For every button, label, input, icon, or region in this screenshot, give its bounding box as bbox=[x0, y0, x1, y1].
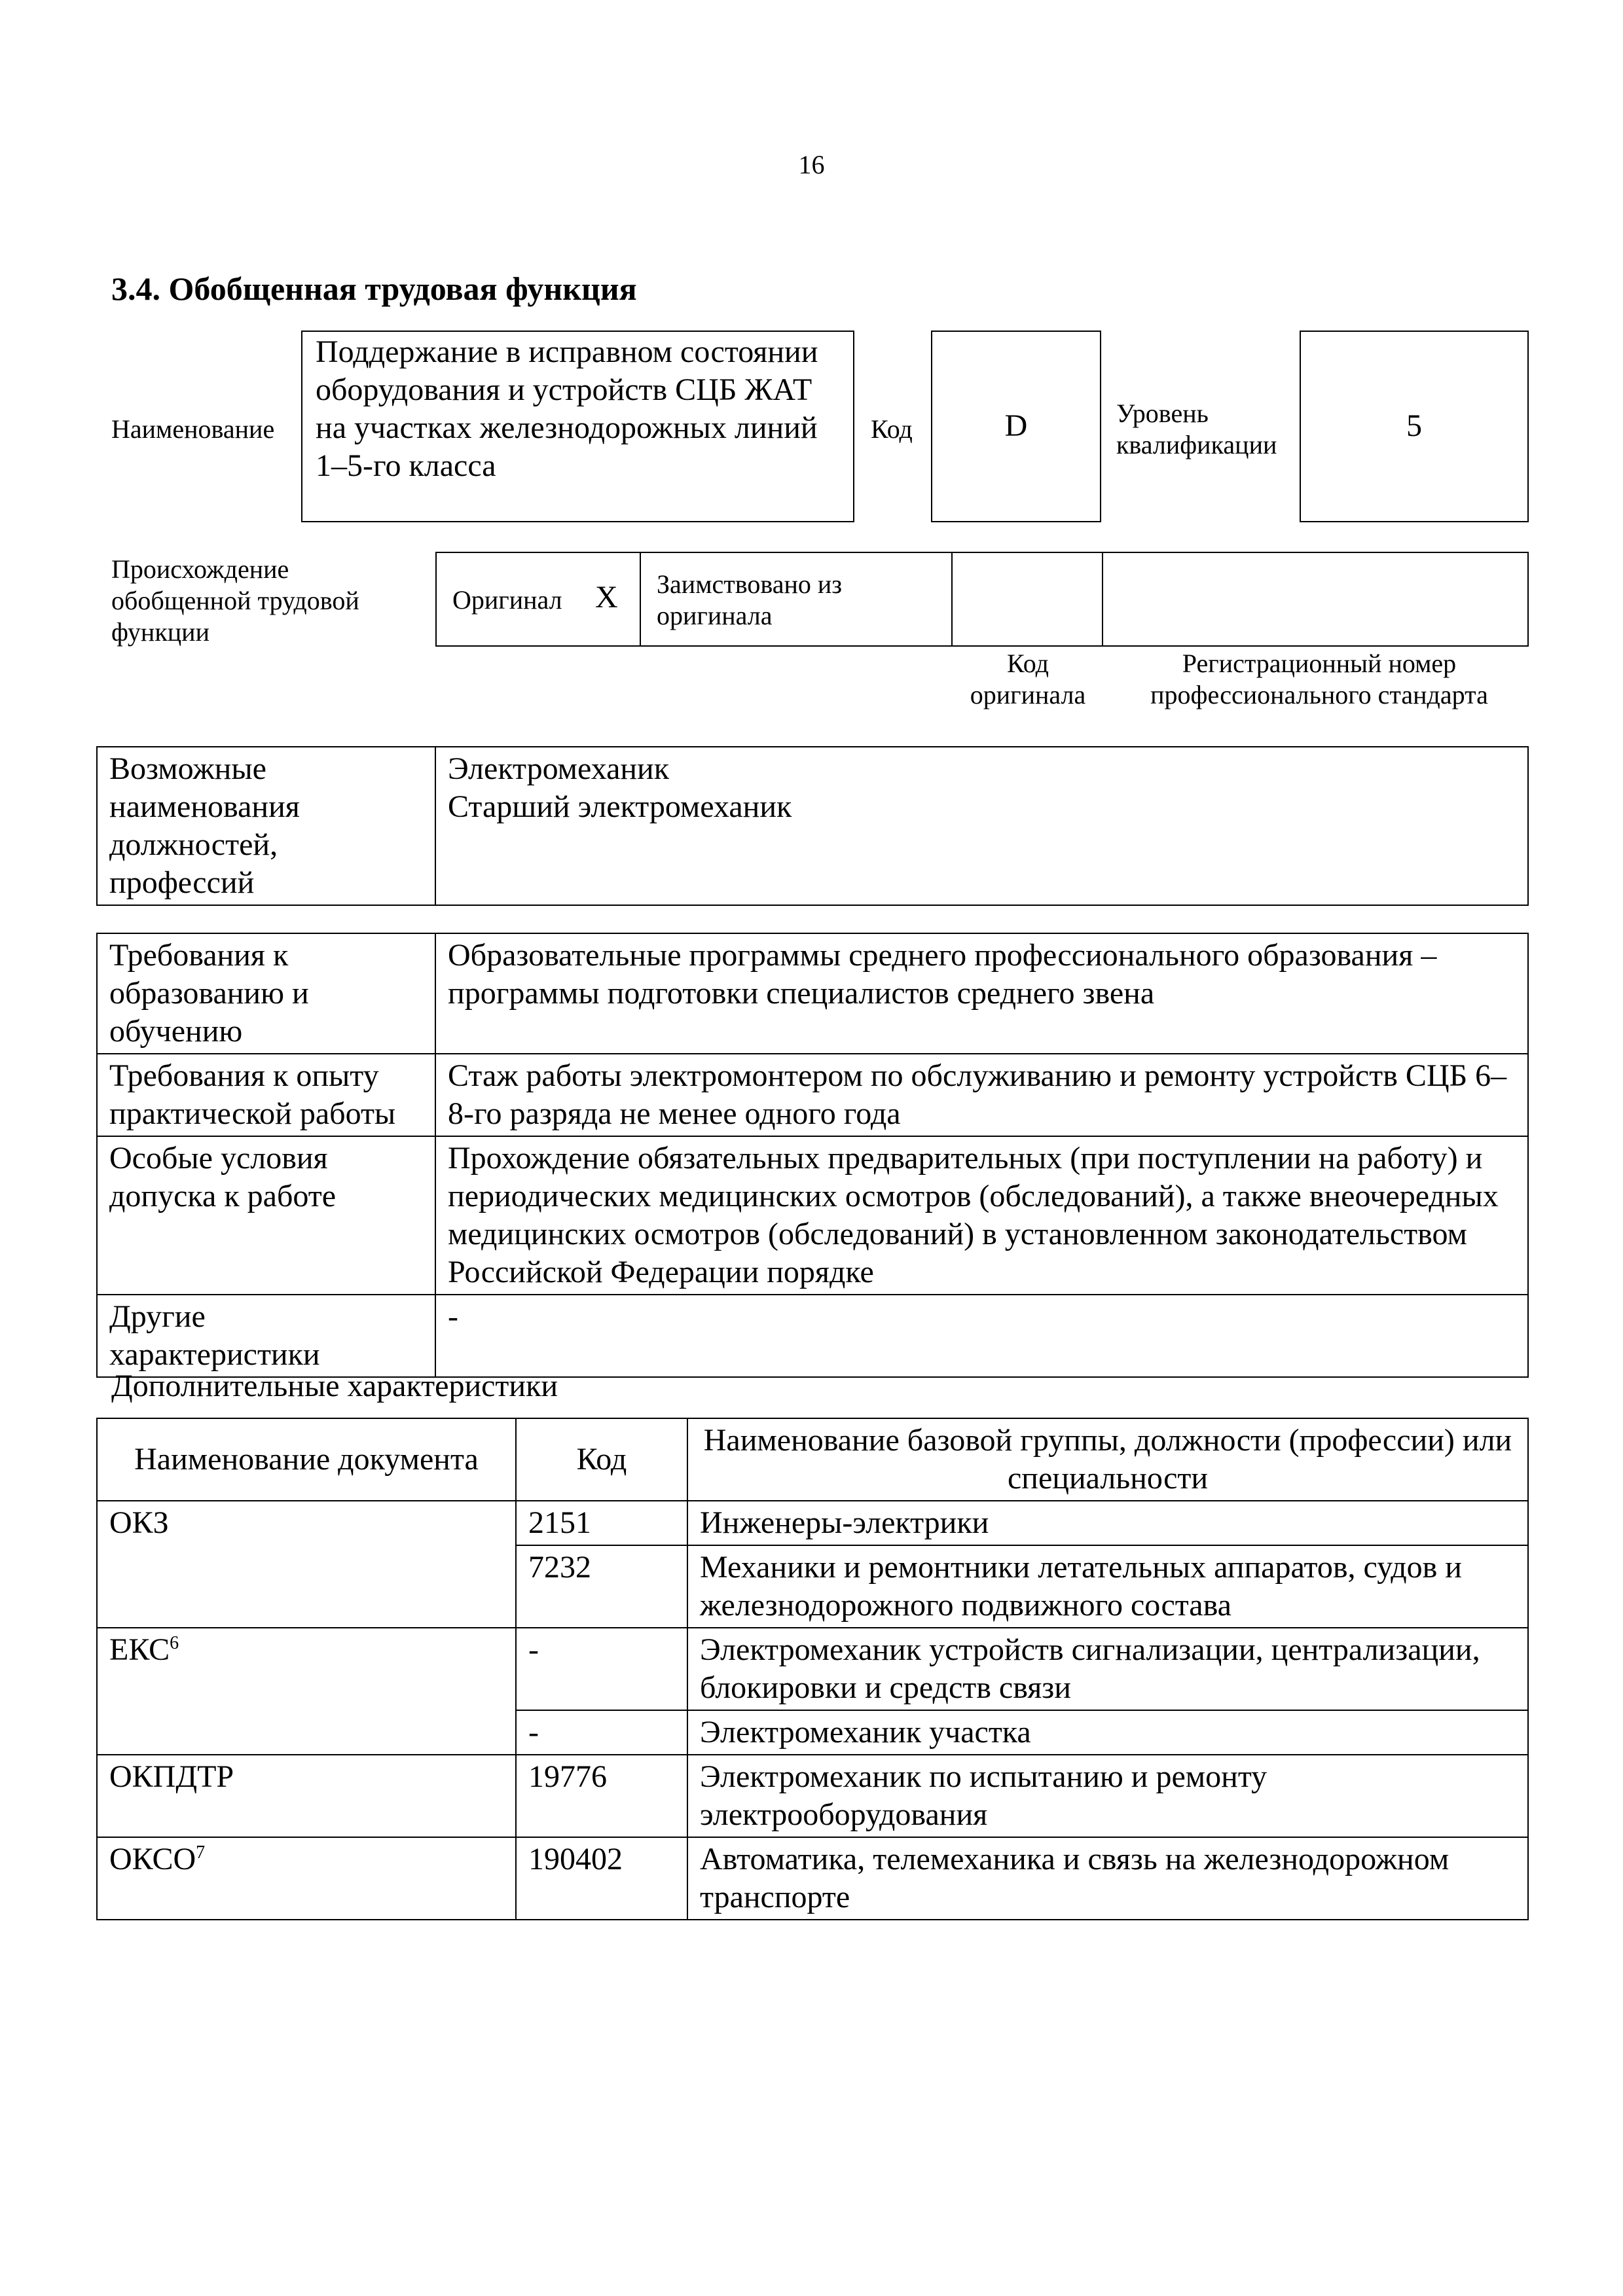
code-cell: 190402 bbox=[516, 1837, 687, 1920]
name-value: Поддержание в исправном состоянии оборудования и устройств СЦБ ЖАТ на участках железнодорожных линий 1–5-го класса bbox=[316, 334, 818, 483]
code-cell: - bbox=[516, 1710, 687, 1755]
code-cell: 7232 bbox=[516, 1545, 687, 1628]
requirement-value: Образовательные программы среднего профессионального образования – программы подготовки специалистов среднего звена bbox=[435, 933, 1528, 1054]
additional-table bbox=[96, 1418, 1529, 1920]
origin-divider-2 bbox=[951, 553, 953, 645]
doc-cell bbox=[97, 1628, 516, 1755]
code-cell: - bbox=[516, 1628, 687, 1710]
positions-table bbox=[96, 746, 1529, 906]
requirement-value: Прохождение обязательных предварительных (при поступлении на работу) и периодических медицинских осмотров (обследований), а также внеочередных медицинских осмотров (обследований) в установленном законодательством Российской Федерации порядке bbox=[435, 1136, 1528, 1295]
header-name: Наименование базовой группы, должности (профессии) или специальности bbox=[687, 1418, 1528, 1501]
origin-label: Происхождение обобщенной трудовой функции bbox=[111, 554, 359, 647]
requirements-table bbox=[96, 933, 1529, 1378]
additional-title: Дополнительные характеристики bbox=[111, 1369, 558, 1403]
header-code: Код bbox=[516, 1418, 687, 1501]
footnote-marker: 7 bbox=[196, 1842, 206, 1863]
name-cell: Механики и ремонтники летательных аппаратов, судов и железнодорожного подвижного состава bbox=[687, 1545, 1528, 1628]
doc-cell: ОКЗ bbox=[97, 1501, 516, 1628]
code-cell: 2151 bbox=[516, 1501, 687, 1545]
qualification-label: Уровень квалификации bbox=[1116, 399, 1277, 459]
name-label: Наименование bbox=[111, 414, 275, 444]
name-cell: Электромеханик устройств сигнализации, централизации, блокировки и средств связи bbox=[687, 1628, 1528, 1710]
name-cell: Инженеры-электрики bbox=[687, 1501, 1528, 1545]
qualification-box bbox=[1300, 331, 1529, 522]
requirement-label: Требования к образованию и обучению bbox=[97, 933, 435, 1054]
page-number: 16 bbox=[798, 150, 825, 179]
position-item: Электромеханик bbox=[448, 751, 670, 786]
original-label: Оригинал bbox=[452, 585, 562, 615]
doc-name: ОКСО bbox=[109, 1842, 196, 1876]
doc-cell bbox=[97, 1837, 516, 1920]
position-item: Старший электромеханик bbox=[448, 789, 792, 824]
borrowed-label: Заимствовано из оригинала bbox=[657, 569, 843, 630]
doc-cell: ОКПДТР bbox=[97, 1755, 516, 1837]
code-box bbox=[931, 331, 1101, 522]
reg-number-caption: Регистрационный номер профессионального стандарта bbox=[1150, 649, 1488, 709]
footnote-marker: 6 bbox=[170, 1633, 179, 1653]
requirement-value: Стаж работы электромонтером по обслуживанию и ремонту устройств СЦБ 6–8-го разряда не менее одного года bbox=[435, 1054, 1528, 1136]
origin-box bbox=[435, 552, 1529, 647]
name-box bbox=[301, 331, 854, 522]
qualification-value: 5 bbox=[1406, 408, 1422, 443]
header-document: Наименование документа bbox=[97, 1418, 516, 1501]
name-cell: Электромеханик по испытанию и ремонту электрооборудования bbox=[687, 1755, 1528, 1837]
code-cell: 19776 bbox=[516, 1755, 687, 1837]
code-value: D bbox=[1004, 408, 1028, 443]
positions-values bbox=[435, 747, 1528, 905]
code-original-caption: Код оригинала bbox=[970, 649, 1086, 709]
requirement-label: Особые условия допуска к работе bbox=[97, 1136, 435, 1295]
name-cell: Автоматика, телемеханика и связь на железнодорожном транспорте bbox=[687, 1837, 1528, 1920]
positions-label: Возможные наименования должностей, профессий bbox=[97, 747, 435, 905]
origin-divider-3 bbox=[1102, 553, 1103, 645]
section-title: 3.4. Обобщенная трудовая функция bbox=[111, 270, 637, 307]
code-label: Код bbox=[871, 414, 913, 444]
name-cell: Электромеханик участка bbox=[687, 1710, 1528, 1755]
doc-name: ЕКС bbox=[109, 1632, 170, 1667]
requirement-label: Требования к опыту практической работы bbox=[97, 1054, 435, 1136]
origin-divider-1 bbox=[640, 553, 641, 645]
requirement-value: - bbox=[435, 1295, 1528, 1377]
requirement-label: Другие характеристики bbox=[97, 1295, 435, 1377]
original-mark: X bbox=[595, 580, 618, 615]
